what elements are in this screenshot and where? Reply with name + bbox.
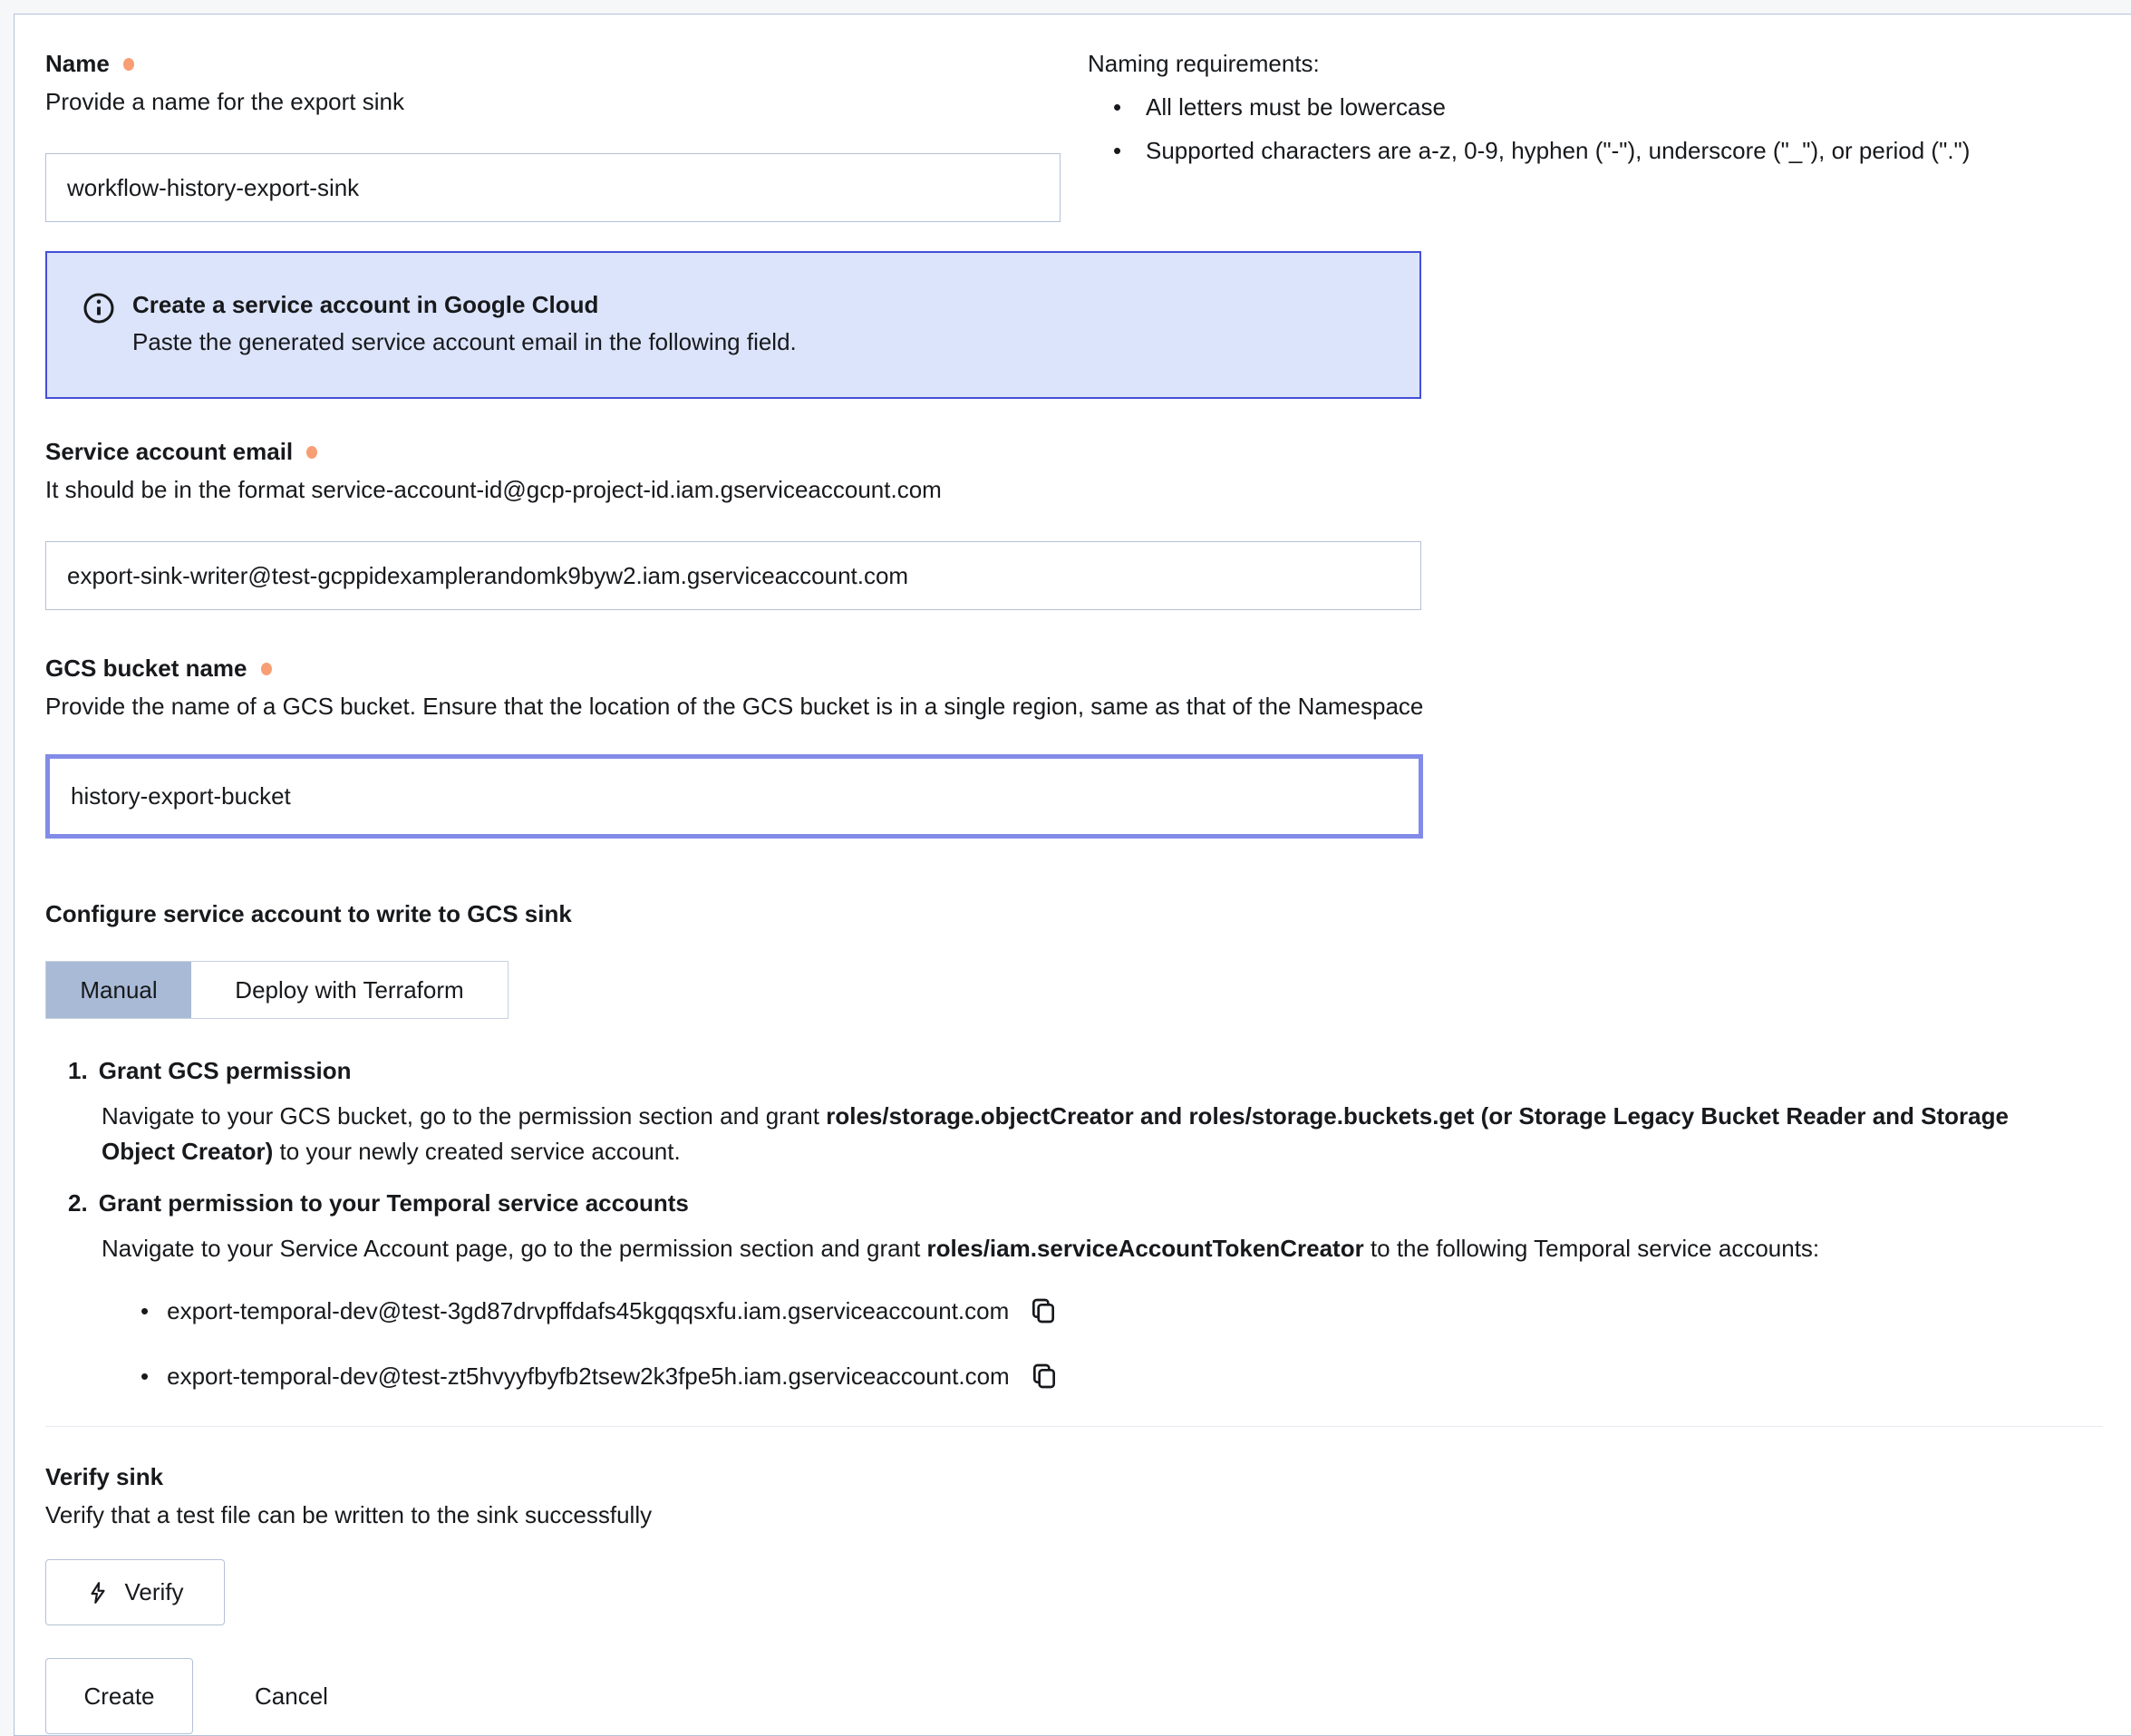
- create-button[interactable]: Create: [45, 1658, 193, 1734]
- tab-deploy-with-terraform[interactable]: Deploy with Terraform: [191, 962, 508, 1018]
- name-input[interactable]: [45, 153, 1061, 222]
- step-number: 1.: [68, 1057, 88, 1084]
- required-dot-icon: [261, 663, 272, 675]
- step-title-text: Grant GCS permission: [98, 1057, 352, 1084]
- required-dot-icon: [123, 58, 134, 71]
- info-box-title: Create a service account in Google Cloud: [132, 291, 599, 318]
- configure-section-title: Configure service account to write to GCS sink: [45, 900, 572, 927]
- service-account-email: export-temporal-dev@test-zt5hvyyfbyfb2tsew2k3fpe5h.iam.gserviceaccount.com: [167, 1363, 1010, 1390]
- service-account-email: export-temporal-dev@test-3gd87drvpffdafs45kgqqsxfu.iam.gserviceaccount.com: [167, 1297, 1010, 1324]
- naming-requirement-item: • Supported characters are a-z, 0-9, hyphen ("-"), underscore ("_"), or period ("."): [1113, 137, 1971, 164]
- name-description: Provide a name for the export sink: [45, 88, 404, 115]
- export-sink-form-card: [14, 14, 2131, 1736]
- step-title-text: Grant permission to your Temporal service accounts: [98, 1189, 689, 1217]
- name-label-text: Name: [45, 50, 110, 77]
- service-account-label: [45, 438, 2131, 465]
- gcs-bucket-name-input[interactable]: [45, 754, 1423, 839]
- name-label: [45, 50, 1061, 77]
- step-body: Navigate to your GCS bucket, go to the permission section and grant roles/storage.objectCreator and roles/storage.buckets.get (or Storage Legacy Bucket Reader and Storage Object Creator) to your newly created service account.: [102, 1102, 2009, 1165]
- bucket-label: [45, 655, 2131, 682]
- verify-sink-description: Verify that a test file can be written to the sink successfully: [45, 1501, 653, 1528]
- service-account-description: It should be in the format service-account-id@gcp-project-id.iam.gserviceaccount.com: [45, 476, 942, 503]
- step-grant-temporal-permission: [68, 1189, 2131, 1266]
- info-box: [45, 251, 1421, 399]
- verify-button-label: Verify: [124, 1578, 184, 1605]
- service-account-email-input[interactable]: [45, 541, 1421, 610]
- configure-tabs: [45, 961, 509, 1019]
- info-box-body: Paste the generated service account email in the following field.: [132, 328, 797, 355]
- bullet-icon: •: [140, 1297, 150, 1324]
- step-number: 2.: [68, 1189, 88, 1217]
- name-row: [45, 50, 2131, 222]
- naming-requirements-title: Naming requirements:: [1088, 50, 1320, 77]
- info-icon: [82, 292, 115, 329]
- service-account-item: [140, 1295, 2131, 1326]
- bullet-icon: •: [1113, 137, 1122, 164]
- service-account-item: [140, 1361, 2131, 1392]
- naming-requirements: [1088, 50, 2131, 164]
- naming-requirement-item: • All letters must be lowercase: [1113, 93, 1446, 121]
- verify-button[interactable]: [45, 1559, 225, 1625]
- step-body: Navigate to your Service Account page, go to the permission section and grant roles/iam.serviceAccountTokenCreator to the following Temporal service accounts:: [102, 1235, 1820, 1262]
- lightning-icon: [86, 1579, 110, 1606]
- manual-steps: [68, 1057, 2131, 1266]
- tab-manual[interactable]: Manual: [46, 962, 191, 1018]
- verify-sink-title: Verify sink: [45, 1463, 164, 1490]
- cancel-button[interactable]: Cancel: [255, 1682, 328, 1710]
- temporal-service-accounts-list: [140, 1295, 2131, 1392]
- bullet-icon: •: [140, 1363, 150, 1390]
- required-dot-icon: [306, 446, 317, 459]
- service-account-label-text: Service account email: [45, 438, 294, 465]
- bucket-description: Provide the name of a GCS bucket. Ensure that the location of the GCS bucket is in a single region, same as that of the Namespace: [45, 693, 1424, 720]
- bucket-label-text: GCS bucket name: [45, 655, 247, 682]
- section-divider: [45, 1426, 2103, 1427]
- copy-icon[interactable]: [1029, 1295, 1058, 1326]
- copy-icon[interactable]: [1030, 1361, 1059, 1392]
- step-grant-gcs-permission: [68, 1057, 2131, 1169]
- form-actions: [45, 1658, 2131, 1734]
- bullet-icon: •: [1113, 93, 1122, 121]
